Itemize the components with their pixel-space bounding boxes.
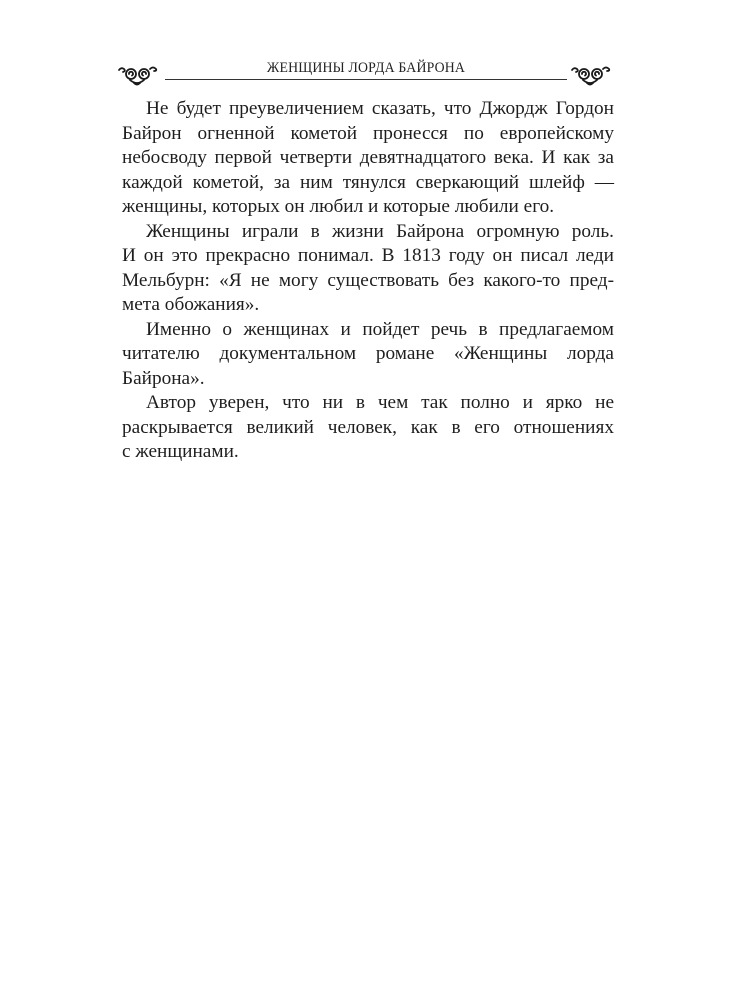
text-line: Байрон огненной кометой пронесся по европейскому bbox=[122, 122, 614, 144]
text-line: читателю документальном романе «Женщины лорда bbox=[122, 343, 614, 364]
text-line: Именно о женщинах и пойдет речь в предлагаемом bbox=[146, 318, 614, 340]
text-line: раскрывается великий человек, как в его отношениях bbox=[122, 416, 614, 438]
paragraph-2 bbox=[122, 220, 614, 318]
paragraph-1 bbox=[122, 97, 614, 220]
text-line: Байрона». bbox=[122, 367, 205, 389]
right-scroll-ornament-icon bbox=[566, 64, 616, 88]
body-text bbox=[122, 97, 614, 465]
text-line: каждой кометой, за ним тянулся сверкающий шлейф — bbox=[122, 171, 614, 193]
header-rule bbox=[165, 79, 567, 80]
text-line: Женщины играли в жизни Байрона огромную роль. bbox=[146, 220, 614, 242]
text-line: небосводу первой четверти девятнадцатого века. И как за bbox=[122, 147, 614, 168]
text-line: Не будет преувеличением сказать, что Джордж Гордон bbox=[146, 98, 614, 119]
text-line: женщины, которых он любил и которые любили его. bbox=[122, 196, 555, 217]
text-line: Автор уверен, что ни в чем так полно и ярко не bbox=[146, 392, 614, 413]
text-line: с женщинами. bbox=[122, 441, 239, 462]
paragraph-4 bbox=[122, 391, 614, 465]
running-header bbox=[116, 58, 616, 90]
text-line: И он это прекрасно понимал. В 1813 году он писал леди bbox=[122, 245, 614, 266]
text-line: Мельбурн: «Я не могу существовать без какого-то пред- bbox=[122, 269, 614, 291]
paragraph-3 bbox=[122, 318, 614, 392]
text-line: мета обожания». bbox=[122, 294, 260, 315]
running-title: ЖЕНЩИНЫ ЛОРДА БАЙРОНА bbox=[266, 60, 466, 76]
